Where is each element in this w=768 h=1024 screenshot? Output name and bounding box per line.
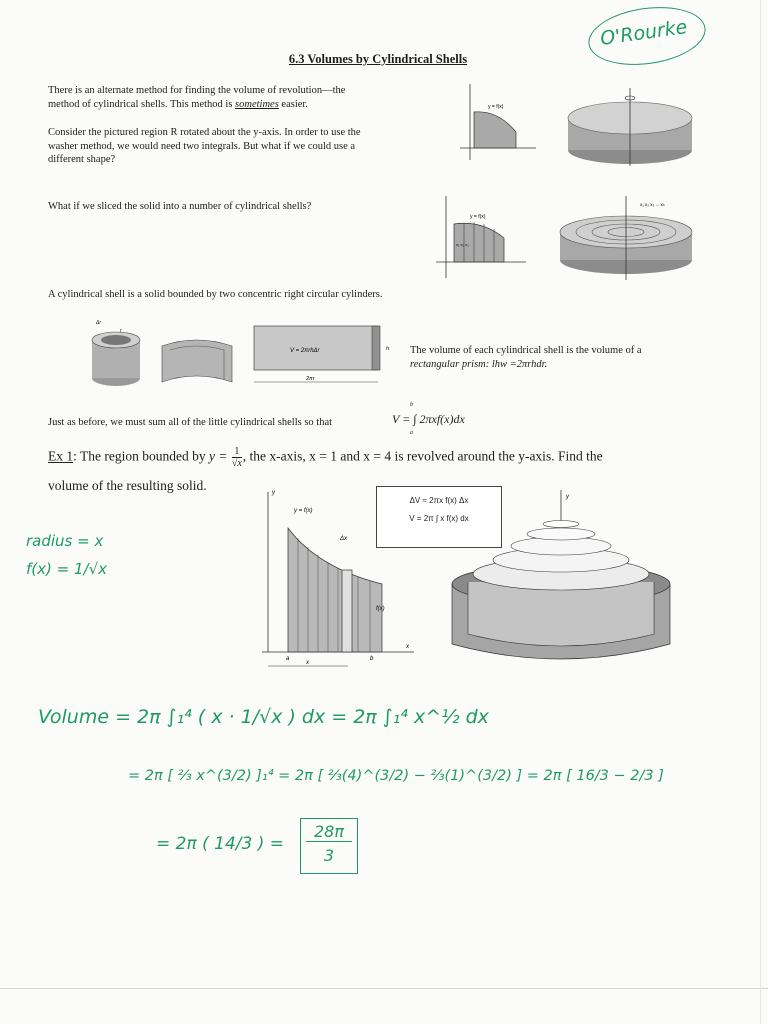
consider-paragraph <box>48 126 428 167</box>
sum-lower-limit: a <box>410 430 413 436</box>
consider-line-2: washer method, we would need two integrals. But what if we could use a <box>48 140 356 152</box>
answer-numerator: 28π <box>306 822 352 842</box>
example-line-2: volume of the resulting solid. <box>48 478 207 493</box>
intro-line-1: There is an alternate method for finding the volume of revolution—the <box>48 85 346 96</box>
stacked-shells-figure <box>448 488 674 672</box>
stack-layer <box>543 521 579 528</box>
outer-shell <box>468 582 654 646</box>
prism-width-label: 2πr <box>306 376 315 382</box>
intro-emphasis: sometimes <box>235 98 279 110</box>
cylinder-r-label: r <box>120 328 122 334</box>
prism-volume-label: V = 2πrhΔr <box>290 348 320 354</box>
solid-of-revolution-figure <box>560 88 700 168</box>
evaluation-line: = 2π [ ⅔ x^(3/2) ]₁⁴ = 2π [ ⅔(4)^(3/2) − ⅔(1)^(3/2) ] = 2π [ 16/3 − 2/3 ] <box>128 768 664 784</box>
curve-label: y = f(x) <box>488 104 504 110</box>
curve-label-2: y = f(x) <box>470 214 486 220</box>
stack-y-label: y <box>566 494 569 500</box>
handwritten-fx: f(x) = 1/√x <box>26 560 107 578</box>
cylinder-dr-label: Δr <box>96 320 102 326</box>
shell-pieces-figure <box>86 316 396 396</box>
prism-side <box>372 326 380 370</box>
graph-fx-label: f(x) <box>376 606 385 612</box>
graph-x-label: x <box>406 644 409 650</box>
consider-line-1: Consider the pictured region R rotated about the y-axis. In order to use the <box>48 127 361 138</box>
simplification-line: = 2π ( 14/3 ) = <box>156 834 284 854</box>
page-bottom-edge <box>0 988 768 989</box>
graph-b-label: b <box>370 656 374 662</box>
delta-v-formula: ΔV ≈ 2πx f(x) Δx <box>409 496 469 505</box>
graph-radius-label: x <box>306 660 309 666</box>
graph-curve-label: y = f(x) <box>294 508 313 514</box>
example-fraction <box>232 446 242 469</box>
sum-formula: V = ∫ 2πxf(x)dx <box>392 412 465 426</box>
prism-note-line-2: rectangular prism: lhw =2πrhdr. <box>410 358 548 370</box>
sliced-question: What if we sliced the solid into a number of cylindrical shells? <box>48 201 312 212</box>
region-graph-figure <box>458 80 538 166</box>
integral-formula: V = 2π ∫ x f(x) dx <box>409 514 469 523</box>
author-name: O'Rourke <box>598 16 689 50</box>
graph-y-label: y <box>272 490 275 496</box>
stack-layer <box>527 528 595 540</box>
shell-definition: A cylindrical shell is a solid bounded by two concentric right circular cylinders. <box>48 289 383 300</box>
graph-dx-label: Δx <box>340 536 348 542</box>
fraction-denominator: √x <box>231 458 242 469</box>
shaded-region <box>474 112 516 148</box>
intro-paragraph <box>48 84 428 111</box>
example-statement <box>48 446 688 469</box>
handwritten-radius: radius = x <box>26 532 104 550</box>
intro-text-end: easier. <box>278 98 308 110</box>
shell-labels: x₁ x₂ x₃ ... xₙ <box>640 202 665 207</box>
graph-a-label: a <box>286 656 290 662</box>
example-y-eq: y = <box>208 448 228 464</box>
prism-note <box>410 344 710 371</box>
example-text: : The region bounded by <box>73 448 209 464</box>
page-right-edge <box>760 0 761 1024</box>
example-text-continued: , the x-axis, x = 1 and x = 4 is revolved around the y-axis. Find the <box>242 448 603 464</box>
intro-line-2 <box>48 98 428 112</box>
consider-line-3: different shape? <box>48 154 116 165</box>
fraction-numerator: 1 <box>232 446 242 458</box>
sliced-region-figure <box>434 194 530 280</box>
page-title: 6.3 Volumes by Cylindrical Shells <box>288 52 468 66</box>
bar-labels: x₁ x₂ x₃ <box>456 242 469 247</box>
sum-upper-limit: b <box>410 402 413 408</box>
highlighted-slice <box>342 570 352 652</box>
example-label: Ex 1 <box>48 448 74 464</box>
prism-note-line-1: The volume of each cylindrical shell is the volume of a <box>410 345 642 356</box>
graph-region <box>288 528 382 652</box>
intro-text: method of cylindrical shells. This method is <box>48 98 236 110</box>
sum-sentence: Just as before, we must sum all of the little cylindrical shells so that <box>48 417 333 428</box>
answer-denominator: 3 <box>323 846 335 865</box>
shell-solid-figure <box>552 194 702 284</box>
cylinder-hole <box>101 335 131 345</box>
prism-height-label: h <box>386 346 390 352</box>
volume-setup-line: Volume = 2π ∫₁⁴ ( x · 1/√x ) dx = 2π ∫₁⁴ x^½ dx <box>38 706 489 728</box>
